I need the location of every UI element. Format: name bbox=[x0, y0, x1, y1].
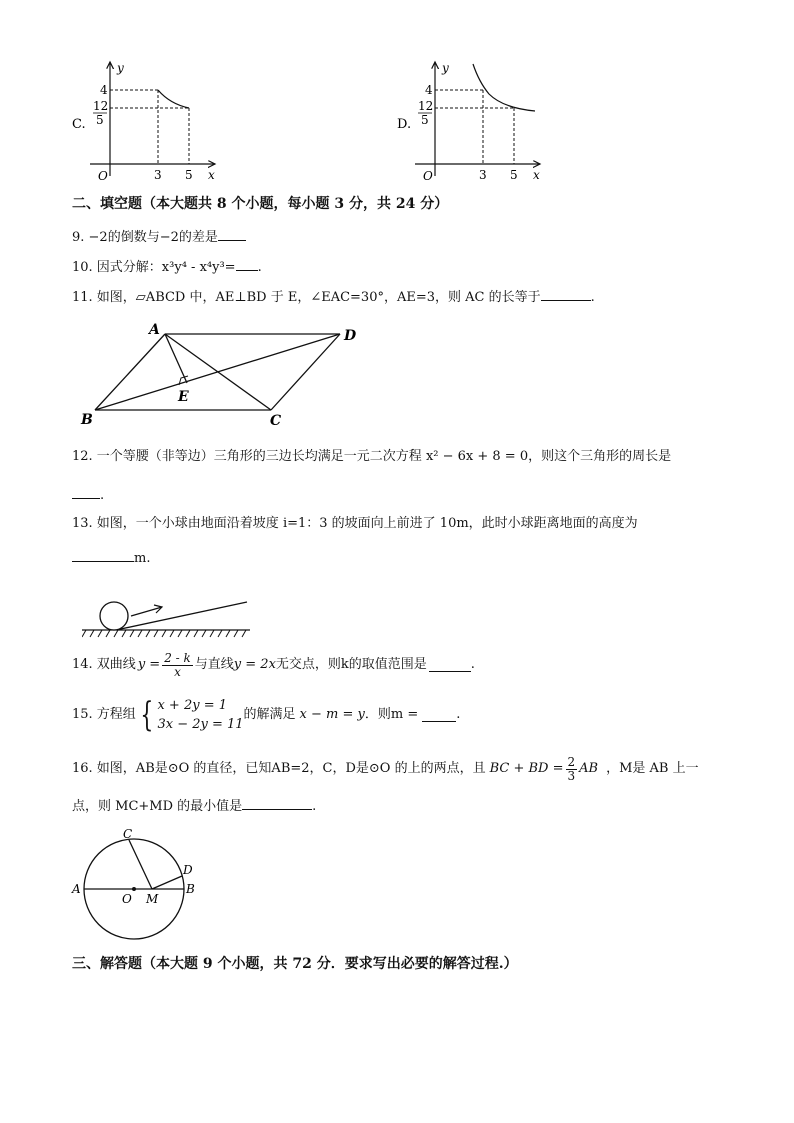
q16-end: . bbox=[312, 799, 317, 814]
q10-suffix: . bbox=[257, 260, 262, 275]
figure-16 bbox=[68, 824, 208, 949]
q15-middle: 的解满足 bbox=[243, 707, 296, 722]
question-16 bbox=[72, 752, 699, 786]
q14-frac-num: 2 - k bbox=[164, 650, 191, 665]
q16-frac-den: 3 bbox=[567, 768, 576, 783]
q14-prefix: 14. 双曲线 bbox=[72, 657, 136, 672]
label-b: B bbox=[186, 882, 195, 896]
question-13-answer-line bbox=[72, 549, 150, 567]
figure-13 bbox=[82, 595, 252, 640]
label-d: D bbox=[183, 863, 193, 877]
q16-frac-num: 2 bbox=[567, 754, 576, 769]
graph-c bbox=[70, 58, 230, 183]
q14-fraction bbox=[162, 652, 193, 679]
graph-d bbox=[395, 58, 555, 183]
tick-y12: 12 bbox=[418, 99, 434, 113]
question-12 bbox=[72, 449, 671, 465]
q14-middle: 与直线 bbox=[194, 657, 234, 672]
section2-header: 二、填空题（本大题共 8 个小题，每小题 3 分，共 24 分） bbox=[72, 196, 449, 212]
question-12-answer-line bbox=[72, 486, 104, 504]
q9-text: 9. −2的倒数与−2的差是 bbox=[72, 230, 218, 245]
q16-blank bbox=[242, 797, 312, 810]
q14-end: . bbox=[470, 657, 475, 672]
question-9 bbox=[72, 228, 246, 246]
tick-y5: 5 bbox=[96, 113, 104, 127]
label-d: D bbox=[344, 328, 357, 344]
origin-label: O bbox=[98, 169, 108, 183]
tick-y12: 12 bbox=[93, 99, 109, 113]
label-m: M bbox=[146, 892, 159, 906]
question-15 bbox=[72, 694, 460, 736]
q11-suffix: . bbox=[590, 290, 595, 305]
q15-end: . bbox=[456, 707, 461, 722]
section3-header: 三、解答题（本大题 9 个小题，共 72 分．要求写出必要的解答过程.） bbox=[72, 956, 518, 972]
q12-suffix: . bbox=[100, 488, 105, 503]
q15-brace: { bbox=[140, 695, 154, 735]
q16-arc-ab: AB bbox=[579, 761, 599, 776]
q9-blank bbox=[218, 228, 246, 241]
q13-blank bbox=[72, 549, 134, 562]
q14-frac-den: x bbox=[174, 664, 181, 679]
tick-y4: 4 bbox=[100, 83, 108, 97]
q11-blank bbox=[541, 288, 591, 301]
question-14 bbox=[72, 648, 475, 682]
parallelogram-figure bbox=[78, 318, 368, 430]
label-c: C bbox=[123, 827, 133, 841]
label-b: B bbox=[81, 412, 93, 428]
q10-text: 10. 因式分解：x³y⁴ - x⁴y³= bbox=[72, 260, 236, 275]
q13-text: 13. 如图，一个小球由地面沿着坡度 i=1：3 的坡面向上前进了 10m，此时小球距离地面的高度为 bbox=[72, 516, 638, 531]
label-e: E bbox=[178, 389, 189, 405]
q13-unit: m. bbox=[134, 551, 151, 566]
q14-suffix-text: 无交点，则k的取值范围是 bbox=[275, 657, 427, 672]
q14-blank bbox=[429, 659, 471, 672]
q12-text: 12. 一个等腰（非等边）三角形的三边长均满足一元二次方程 x² − 6x + 8 = 0，则这个三角形的周长是 bbox=[72, 449, 672, 464]
origin-label: O bbox=[423, 169, 433, 183]
q16-line1a: 16. 如图，AB是⊙O 的直径，已知AB=2，C，D是⊙O 的上的两点，且 bbox=[72, 761, 486, 776]
q14-line-eq: y = 2x bbox=[233, 657, 276, 672]
question-13 bbox=[72, 516, 638, 532]
q15-prefix: 15. 方程组 bbox=[72, 707, 136, 722]
circle-figure bbox=[68, 824, 208, 949]
label-a: A bbox=[149, 322, 160, 338]
graph-d-svg bbox=[395, 58, 555, 183]
question-11 bbox=[72, 288, 595, 306]
y-label: y bbox=[442, 61, 449, 75]
q10-blank bbox=[236, 258, 258, 271]
q11-text: 11. 如图，▱ABCD 中，AE⊥BD 于 E，∠EAC=30°，AE=3，则 AC 的长等于 bbox=[72, 290, 541, 305]
q12-blank bbox=[72, 486, 100, 499]
ball bbox=[100, 602, 128, 630]
x-label: x bbox=[533, 168, 540, 182]
figure-11 bbox=[78, 318, 368, 430]
q16-line1b: ，M是 AB 上一 bbox=[606, 761, 699, 776]
label-a: A bbox=[72, 882, 81, 896]
q16-fraction bbox=[566, 756, 578, 783]
q15-cond: x − m = y bbox=[299, 707, 365, 722]
curve bbox=[158, 90, 189, 108]
x-label: x bbox=[208, 168, 215, 182]
tick-y5: 5 bbox=[421, 113, 429, 127]
y-label: y bbox=[117, 61, 124, 75]
label-c: C bbox=[270, 413, 282, 429]
question-16-line2 bbox=[72, 797, 316, 815]
tick-x5: 5 bbox=[185, 168, 193, 182]
slope-figure bbox=[82, 595, 252, 640]
q15-eq1: x + 2y = 1 bbox=[157, 698, 227, 713]
tick-y4: 4 bbox=[425, 83, 433, 97]
curve bbox=[473, 64, 535, 111]
q16-line2: 点，则 MC+MD 的最小值是 bbox=[72, 799, 243, 814]
q16-arc-expr: BC + BD = bbox=[489, 761, 564, 776]
graph-c-svg bbox=[70, 58, 230, 183]
tick-x5: 5 bbox=[510, 168, 518, 182]
option-c-label: C. bbox=[72, 117, 86, 132]
q15-blank bbox=[422, 709, 456, 722]
question-10 bbox=[72, 258, 262, 276]
q15-system bbox=[157, 696, 243, 734]
option-d-label: D. bbox=[397, 117, 412, 132]
q14-y-eq: y = bbox=[137, 657, 161, 672]
q15-eq2: 3x − 2y = 11 bbox=[157, 717, 244, 732]
label-o: O bbox=[122, 892, 132, 906]
tick-x3: 3 bbox=[154, 168, 162, 182]
tick-x3: 3 bbox=[479, 168, 487, 182]
q15-ask: ．则m = bbox=[364, 707, 419, 722]
